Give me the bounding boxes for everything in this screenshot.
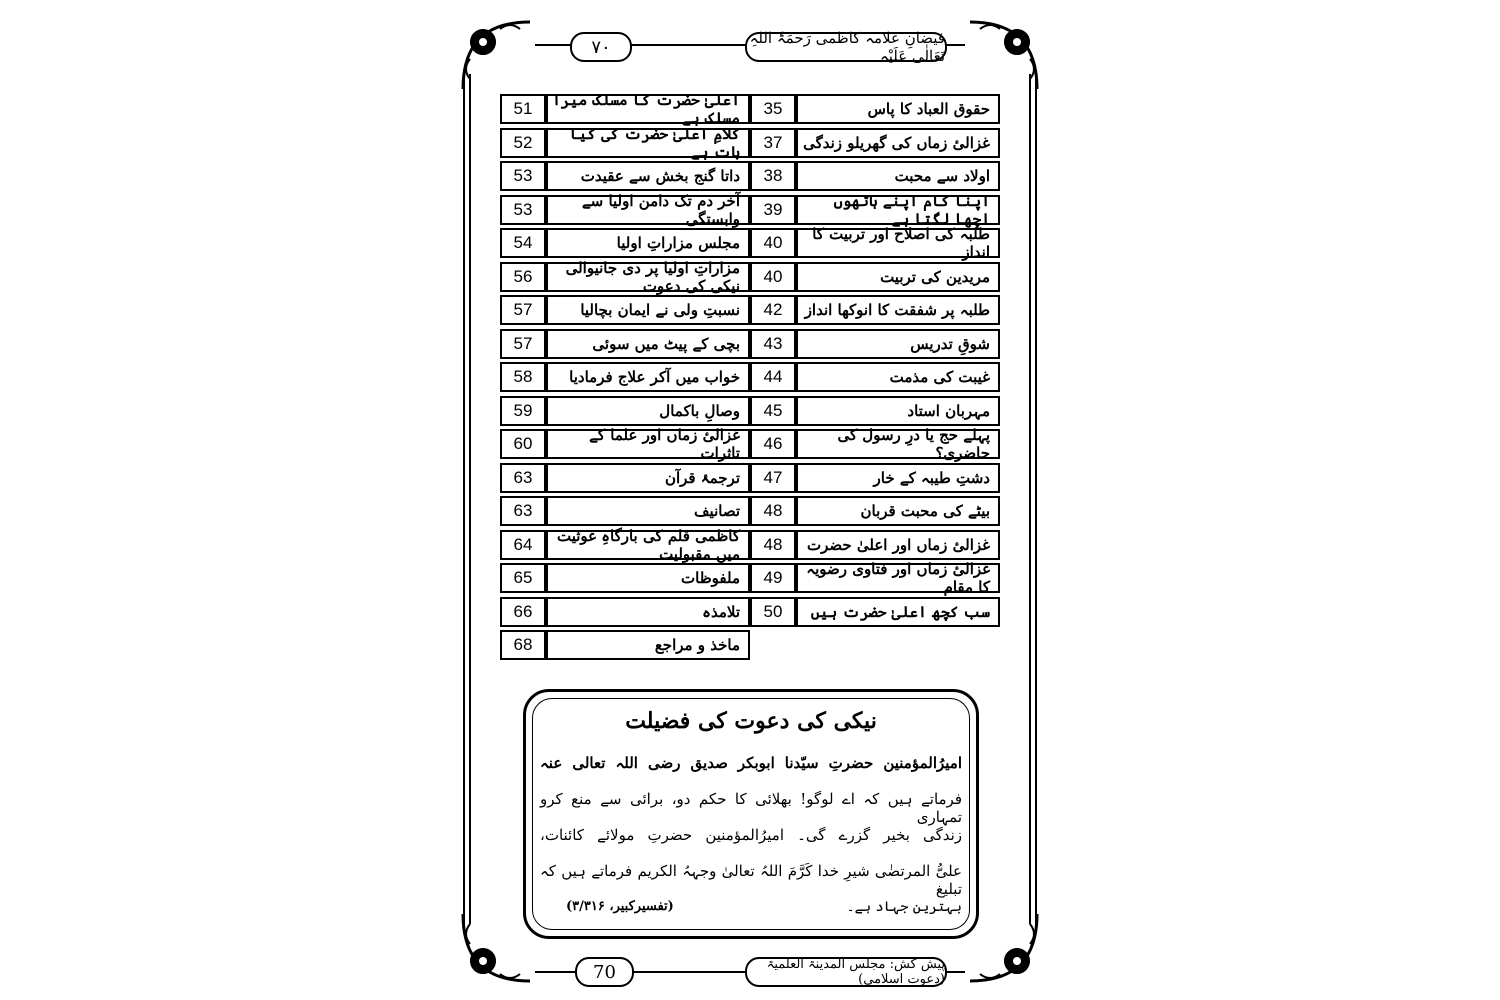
toc-entry-title[interactable]: اعلیٰ حضرت کا مسلک میرا مسلک ہے — [546, 94, 750, 124]
left-toc-row — [500, 426, 1000, 462]
left-toc-row — [500, 563, 1000, 593]
toc-entry-page: 63 — [500, 463, 546, 493]
toc-entry-title[interactable]: خواب میں آکر علاج فرمادیا — [546, 362, 750, 392]
toc-entry-page: 37 — [750, 128, 796, 158]
virtue-box-line-1: امیرُالمؤمنین حضرتِ سیّدنا ابوبکر صدیق رضی اللہ تعالی عنہ — [540, 754, 962, 772]
toc-entry-page: 48 — [750, 530, 796, 560]
page-footer — [455, 939, 1045, 989]
toc-entry-title[interactable]: تلامذہ — [546, 597, 750, 627]
left-toc-row — [500, 258, 1000, 295]
left-toc-row — [500, 526, 1000, 563]
left-toc-row — [500, 463, 1000, 493]
toc-entry-page: 47 — [750, 463, 796, 493]
toc-entry-title[interactable]: نسبتِ ولی نے ایمان بچالیا — [546, 295, 750, 325]
left-toc-row — [500, 630, 1000, 660]
toc-entry-title[interactable]: داتا گنج بخش سے عقیدت — [546, 161, 750, 191]
toc-entry-page: 53 — [500, 161, 546, 191]
toc-entry-title[interactable]: بچی کے پیٹ میں سوئی — [546, 329, 750, 359]
toc-entry-title[interactable]: ترجمۂ قرآن — [546, 463, 750, 493]
page-header — [455, 14, 1045, 74]
toc-entry-title[interactable]: ماخذ و مراجع — [546, 630, 750, 660]
toc-entry-page: 59 — [500, 396, 546, 426]
footer-publisher: پیش کش: مجلس المدینۃ العلمیۃ (دعوت اسلامی) — [745, 957, 947, 987]
virtue-box-line-3: زندگی بخیر گزرے گی۔ امیرُالمؤمنین حضرتِ مولائے کائنات، — [540, 826, 962, 844]
book-page — [455, 14, 1045, 989]
toc-entry-title[interactable]: آخر دم تک دامن اولیا سے وابستگی — [546, 195, 750, 225]
toc-entry-title[interactable]: پہلے حج یا درِ رسول کی حاضری؟ — [796, 429, 1000, 459]
toc-entry-title[interactable]: غزالیٔ زماں اور علما کے تاثرات — [546, 429, 750, 459]
toc-entry-page: 58 — [500, 362, 546, 392]
toc-entry-page: 53 — [500, 195, 546, 225]
toc-entry-title[interactable]: بیٹے کی محبت قربان — [796, 496, 1000, 526]
toc-entry-title[interactable]: غیبت کی مذمت — [796, 362, 1000, 392]
page-border-left — [463, 74, 471, 924]
toc-entry-page: 48 — [750, 496, 796, 526]
toc-entry-title[interactable]: مجلس مزاراتِ اولیا — [546, 228, 750, 258]
left-toc-row — [500, 91, 1000, 127]
header-book-title: فیضانِ علامہ کاظمی رَحمَۃُ اللہِ تَعَالٰی عَلَیْہ — [745, 32, 947, 62]
toc-entry-title[interactable]: مزاراتِ اولیا پر دی جانیوالی نیکی کی دعوت — [546, 262, 750, 292]
virtue-box-line-2: فرماتے ہیں کہ اے لوگو! بھلائی کا حکم دو، برائی سے منع کرو تمہاری — [540, 790, 962, 826]
toc-entry-page: 60 — [500, 429, 546, 459]
toc-entry-title[interactable]: شوقِ تدریس — [796, 329, 1000, 359]
virtue-box-line-4: علیُّ المرتضٰی شیرِ خدا کَرَّمَ اللہُ تعالیٰ وجہہُ الکریم فرماتے ہیں کہ تبلیغ — [540, 862, 962, 898]
left-toc-row — [500, 496, 1000, 526]
toc-entry-title[interactable]: اولاد سے محبت — [796, 161, 1000, 191]
left-toc-row — [500, 329, 1000, 359]
toc-entry-page: 66 — [500, 597, 546, 627]
toc-entry-title[interactable]: مریدین کی تربیت — [796, 262, 1000, 292]
toc-entry-page: 38 — [750, 161, 796, 191]
toc-entry-page: 43 — [750, 329, 796, 359]
left-toc-row — [500, 597, 1000, 627]
toc-entry-page: 54 — [500, 228, 546, 258]
toc-entry-page: 39 — [750, 195, 796, 225]
virtue-box-reference: (تفسیرکبیر، ۳/۳۱۶) — [566, 899, 674, 914]
toc-entry-page: 63 — [500, 496, 546, 526]
toc-entry-page: 49 — [750, 563, 796, 593]
page-border-right — [1029, 74, 1037, 924]
toc-entry-page: 64 — [500, 530, 546, 560]
toc-entry-title[interactable]: دشتِ طیبہ کے خار — [796, 463, 1000, 493]
toc-entry-page: 42 — [750, 295, 796, 325]
toc-entry-title[interactable]: وصالِ باکمال — [546, 396, 750, 426]
toc-entry-page: 44 — [750, 362, 796, 392]
toc-entry-page: 57 — [500, 329, 546, 359]
left-toc-row — [500, 161, 1000, 191]
toc-entry-page: 46 — [750, 429, 796, 459]
left-toc-row — [500, 362, 1000, 392]
toc-entry-title[interactable]: تصانیف — [546, 496, 750, 526]
left-toc-row — [500, 191, 1000, 228]
toc-entry-title[interactable]: سب کچھ اعلیٰ حضرت ہیں — [796, 597, 1000, 627]
toc-entry-page: 57 — [500, 295, 546, 325]
left-toc-row — [500, 124, 1000, 161]
toc-entry-page: 45 — [750, 396, 796, 426]
virtue-box — [523, 689, 979, 939]
virtue-box-last-line: بہترین جہاد ہے۔ — [846, 899, 962, 915]
toc-entry-title[interactable]: مہربان استاد — [796, 396, 1000, 426]
toc-entry-page: 50 — [750, 597, 796, 627]
toc-entry-page: 52 — [500, 128, 546, 158]
toc-entry-title[interactable]: کلامِ اعلیٰ حضرت کی کیا بات ہے — [546, 128, 750, 158]
toc-entry-title[interactable]: کاظمی قلم کی بارگاہِ غوثیت میں مقبولیت — [546, 530, 750, 560]
toc-entry-page: 40 — [750, 262, 796, 292]
footer-page-number: 70 — [575, 957, 634, 987]
toc-entry-title[interactable]: حقوق العباد کا پاس — [796, 94, 1000, 124]
toc-entry-page: 40 — [750, 228, 796, 258]
toc-entry-title[interactable]: غزالیٔ زماں اور فتاوی رضویہ کا مقام — [796, 563, 1000, 593]
toc-entry-title[interactable]: ملفوظات — [546, 563, 750, 593]
left-toc-row — [500, 228, 1000, 258]
header-page-number: ٧٠ — [570, 32, 632, 62]
toc-entry-page: 35 — [750, 94, 796, 124]
left-toc-row — [500, 396, 1000, 426]
toc-entry-title[interactable]: غزالیٔ زماں کی گھریلو زندگی — [796, 128, 1000, 158]
left-toc-row — [500, 295, 1000, 325]
toc-entry-title[interactable]: غزالیٔ زماں اور اعلیٰ حضرت — [796, 530, 1000, 560]
toc-entry-page: 56 — [500, 262, 546, 292]
toc-entry-title[interactable]: طلبہ پر شفقت کا انوکھا انداز — [796, 295, 1000, 325]
toc-entry-title[interactable]: طلبہ کی اصلاح اور تربیت کا انداز — [796, 228, 1000, 258]
toc-entry-page: 68 — [500, 630, 546, 660]
toc-entry-page: 65 — [500, 563, 546, 593]
toc-entry-page: 51 — [500, 94, 546, 124]
toc-entry-title[interactable]: اپنا کام اپنے ہاتھوں اچھا لگتا ہے — [796, 195, 1000, 225]
virtue-box-title: نیکی کی دعوت کی فضیلت — [625, 708, 877, 734]
